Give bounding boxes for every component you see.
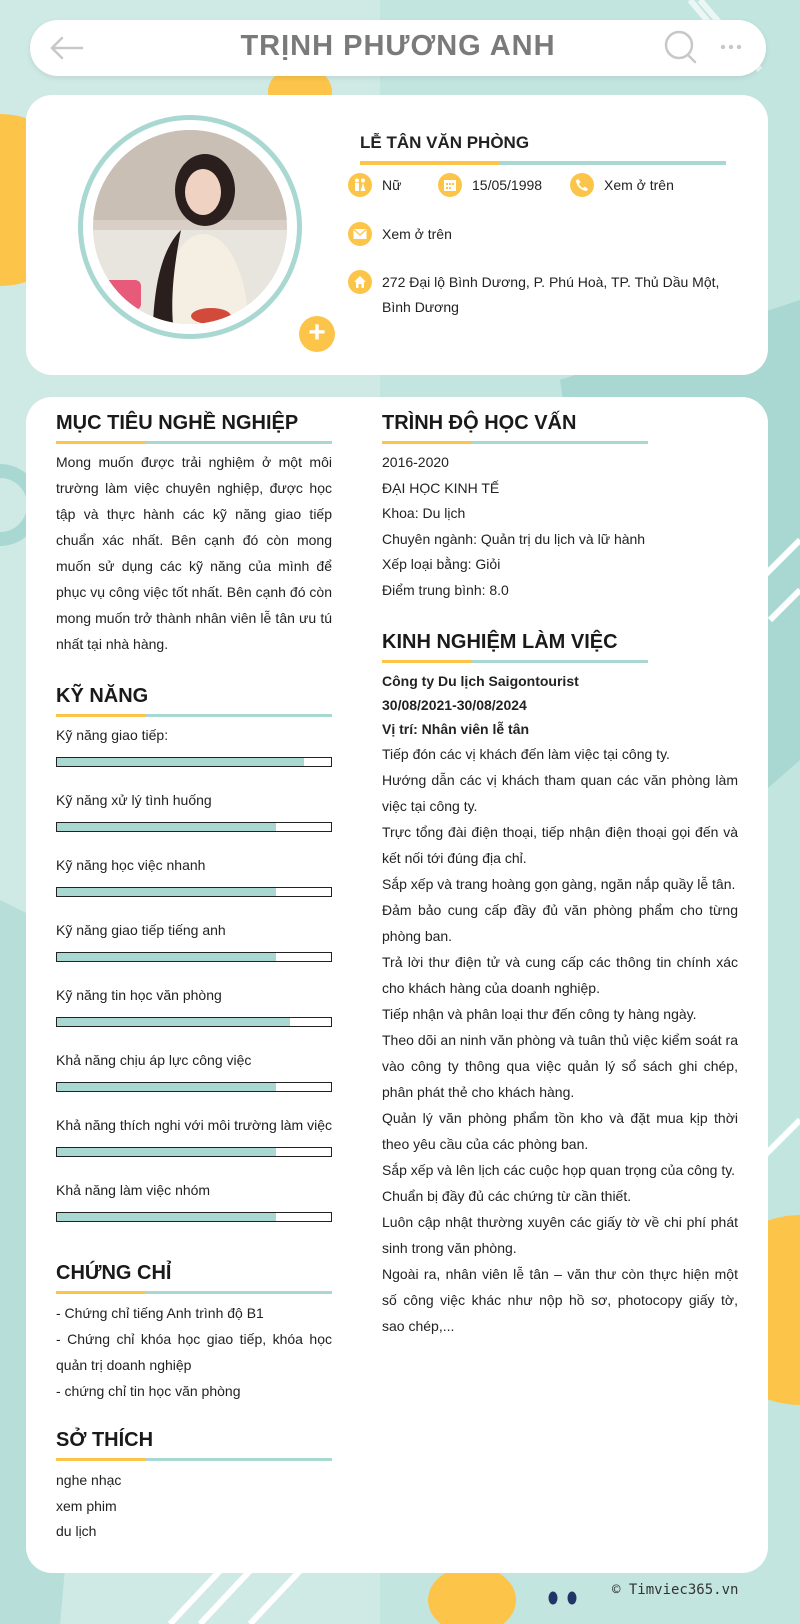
certificate-item: - chứng chỉ tin học văn phòng [56, 1383, 241, 1399]
skill-progress-fill [57, 758, 304, 766]
education-faculty: Khoa: Du lịch [382, 505, 466, 521]
certificates-title: CHỨNG CHỈ [56, 1262, 172, 1284]
experience-duty: Sắp xếp và lên lịch các cuộc họp quan trọng của công ty. [382, 1162, 736, 1178]
job-position: LỄ TÂN VĂN PHÒNG [360, 133, 530, 152]
experience-duty: Theo dõi an ninh văn phòng và tuân thủ việc kiểm soát ra vào công ty thông qua việc quản lý sổ sách ghi chép, phân phát thẻ cho khách hàng. [382, 1032, 738, 1100]
more-options-icon[interactable] [720, 38, 742, 56]
experience-duty: Trực tổng đài điện thoại, tiếp nhận điện thoại gọi đến và kết nối tới đúng địa chỉ. [382, 824, 738, 866]
hobbies-list [56, 1468, 332, 1545]
birthdate-info [438, 173, 542, 198]
experience-duty: Hướng dẫn các vị khách tham quan các văn phòng làm việc tại công ty. [382, 772, 738, 814]
position-underline [360, 161, 726, 165]
experience-role: Vị trí: Nhân viên lễ tân [382, 721, 530, 737]
hobby-item: xem phim [56, 1497, 117, 1514]
experience-duty: Luôn cập nhật thường xuyên các giấy tờ về chi phí phát sinh trong văn phòng. [382, 1214, 738, 1256]
pagination-dots [548, 1590, 578, 1611]
skill-label: Kỹ năng giao tiếp tiếng anh [56, 922, 226, 938]
skill-label: Khả năng làm việc nhóm [56, 1182, 211, 1198]
experience-duty: Tiếp nhận và phân loại thư đến công ty hàng ngày. [382, 1006, 697, 1022]
birthdate-value: 15/05/1998 [472, 177, 543, 193]
skill-progress-fill [57, 1213, 276, 1221]
phone-info [570, 173, 674, 198]
footer-brand: © Timviec365.vn [612, 1582, 739, 1598]
profile-card [26, 95, 768, 375]
main-card [26, 397, 768, 1573]
skill-progress-bar [56, 1147, 332, 1157]
certificate-item: - Chứng chỉ tiếng Anh trình độ B1 [56, 1305, 264, 1321]
certificates-underline [56, 1291, 332, 1294]
education-major: Chuyên ngành: Quản trị du lịch và lữ hành [382, 530, 646, 547]
address-info [348, 270, 719, 320]
education-grade: Xếp loại bằng: Giỏi [382, 556, 501, 572]
experience-duties [382, 741, 738, 1339]
skill-progress-bar [56, 1082, 332, 1092]
experience-company: Công ty Du lịch Saigontourist [382, 673, 579, 689]
phone-value: Xem ở trên [604, 177, 674, 193]
skill-progress-fill [57, 823, 276, 831]
skill-label: Khả năng chịu áp lực công việc [56, 1052, 252, 1068]
skill-label: Kỹ năng tin học văn phòng [56, 987, 222, 1003]
experience-period: 30/08/2021-30/08/2024 [382, 697, 527, 713]
education-underline [382, 441, 648, 444]
skill-progress-bar [56, 1017, 332, 1027]
experience-duty: Trả lời thư điện tử và cung cấp các thông tin chính xác cho khách hàng của doanh nghiệp. [382, 954, 738, 996]
education-period: 2016-2020 [382, 454, 449, 470]
objective-title: MỤC TIÊU NGHỀ NGHIỆP [56, 412, 299, 434]
avatar [93, 130, 287, 324]
objective-text: Mong muốn được trải nghiệm ở một môi trường làm việc chuyên nghiệp, được học tập và thực hành các kỹ năng giao tiếp chuẩn xác nhất. Bên cạnh đó còn mong muốn sử dụng các kỹ năng của mình để phục vụ công việc tốt nhất. Bên cạnh đó còn mong muốn trở thành nhân viên lễ tân ưu tú nhất tại nhà hàng. [56, 454, 332, 652]
address-line-2: Bình Dương [382, 299, 459, 315]
education-details [382, 450, 738, 603]
skill-label: Kỹ năng xử lý tình huống [56, 792, 212, 808]
skill-label: Khả năng thích nghi với môi trường làm việc [56, 1117, 332, 1133]
top-bar [30, 20, 766, 76]
phone-icon [570, 173, 594, 197]
skill-progress-bar [56, 952, 332, 962]
mail-icon [348, 222, 372, 246]
hobby-item: nghe nhạc [56, 1472, 122, 1488]
page-title: TRỊNH PHƯƠNG ANH [240, 30, 556, 62]
skill-progress-fill [57, 1148, 276, 1156]
search-icon[interactable] [662, 28, 700, 71]
skill-label: Kỹ năng học việc nhanh [56, 857, 206, 873]
skill-progress-fill [57, 1083, 276, 1091]
skills-underline [56, 714, 332, 717]
skill-progress-fill [57, 888, 276, 896]
calendar-icon [438, 173, 462, 197]
experience-underline [382, 660, 648, 663]
certificate-item: - Chứng chỉ khóa học giao tiếp, khóa học quản trị doanh nghiệp [56, 1331, 332, 1373]
gender-value: Nữ [382, 177, 402, 193]
objective-underline [56, 441, 332, 444]
skill-progress-bar [56, 757, 332, 767]
experience-duty: Quản lý văn phòng phẩm tồn kho và đặt mua kịp thời theo yêu cầu của các phòng ban. [382, 1110, 738, 1152]
experience-title: KINH NGHIỆM LÀM VIỆC [382, 631, 618, 653]
experience-details [382, 669, 738, 1339]
skill-progress-bar [56, 887, 332, 897]
hobby-item: du lịch [56, 1523, 97, 1539]
address-value [382, 270, 719, 320]
experience-duty: Tiếp đón các vị khách đến làm việc tại công ty. [382, 746, 670, 762]
hobbies-underline [56, 1458, 332, 1461]
gender-icon [348, 173, 372, 197]
experience-duty: Ngoài ra, nhân viên lễ tân – văn thư còn thực hiện một số công việc khác như nộp hồ sơ, photocopy giấy tờ, sao chép,... [382, 1266, 738, 1334]
hobbies-title: SỞ THÍCH [56, 1429, 154, 1451]
experience-duty: Sắp xếp và trang hoàng gọn gàng, ngăn nắp quầy lễ tân. [382, 876, 736, 892]
skill-progress-bar [56, 822, 332, 832]
skill-progress-bar [56, 1212, 332, 1222]
gender-info [348, 173, 401, 198]
email-value: Xem ở trên [382, 226, 452, 242]
skills-title: KỸ NĂNG [56, 685, 149, 707]
education-gpa: Điểm trung bình: 8.0 [382, 581, 509, 598]
certificates-list [56, 1300, 332, 1404]
skill-progress-fill [57, 953, 276, 961]
email-info [348, 222, 452, 247]
address-line-1: 272 Đại lộ Bình Dương, P. Phú Hoà, TP. Thủ Dầu Một, [382, 274, 720, 290]
skill-label: Kỹ năng giao tiếp: [56, 727, 169, 743]
education-school: ĐẠI HỌC KINH TẾ [382, 479, 500, 496]
add-photo-button[interactable]: + [299, 316, 335, 352]
home-icon [348, 270, 372, 294]
skill-progress-fill [57, 1018, 290, 1026]
avatar-frame [78, 115, 326, 349]
education-title: TRÌNH ĐỘ HỌC VẤN [382, 412, 577, 434]
experience-duty: Chuẩn bị đầy đủ các chứng từ cần thiết. [382, 1188, 632, 1204]
experience-duty: Đảm bảo cung cấp đầy đủ văn phòng phẩm cho từng phòng ban. [382, 902, 738, 944]
